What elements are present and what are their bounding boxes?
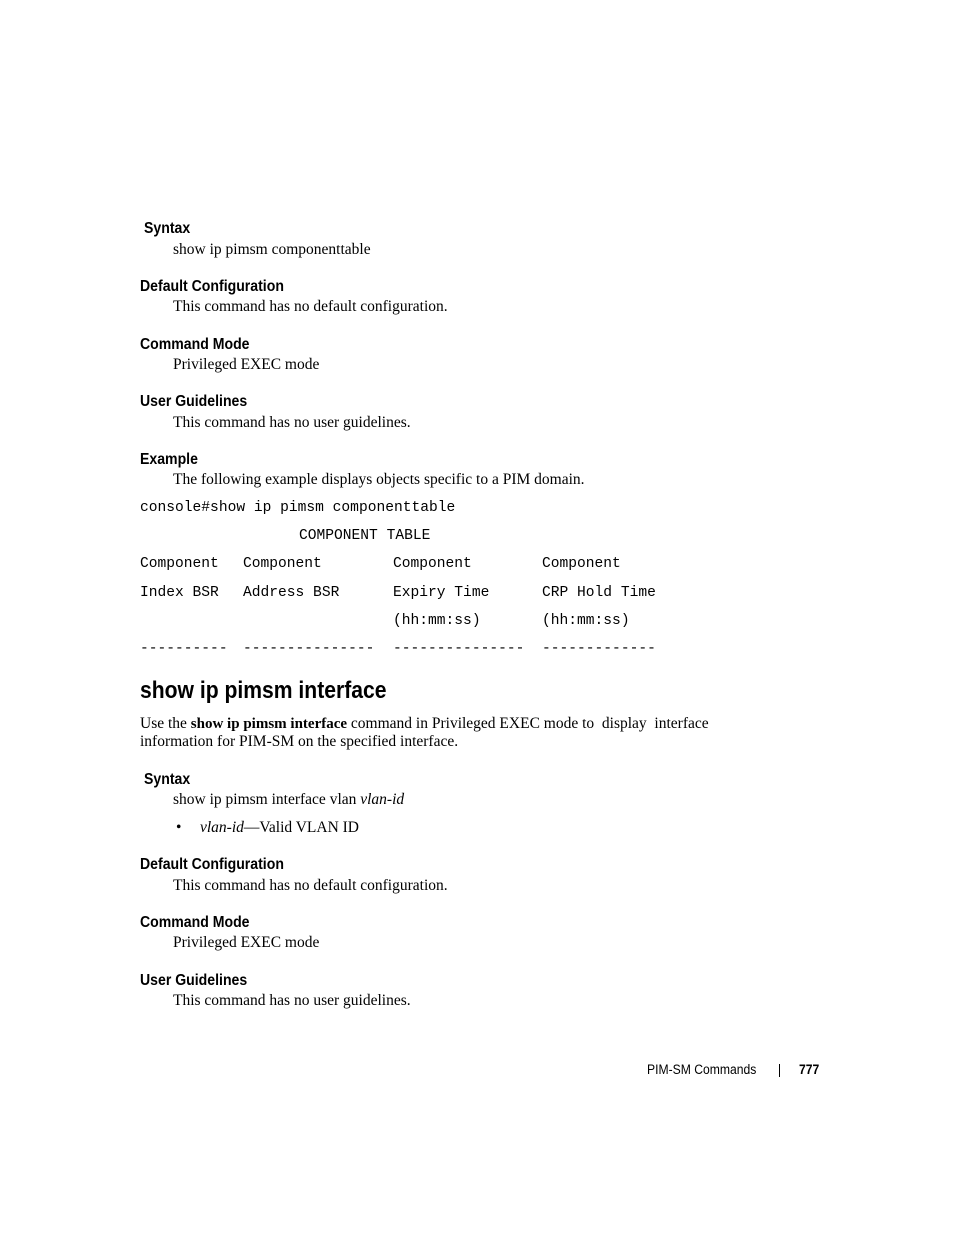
- intro-paragraph: [140, 715, 709, 733]
- code-cell: Component: [393, 556, 472, 572]
- syntax-command-text: show ip pimsm interface vlan: [173, 791, 361, 808]
- command-mode-heading: Command Mode: [140, 914, 250, 931]
- intro-suffix: command in Privileged EXEC mode to display interface: [347, 715, 709, 732]
- command-mode-heading: Command Mode: [140, 336, 250, 353]
- code-table-title: COMPONENT TABLE: [299, 528, 431, 544]
- default-config-heading: Default Configuration: [140, 278, 284, 295]
- code-command-line: console#show ip pimsm componenttable: [140, 500, 456, 516]
- syntax-command: show ip pimsm componenttable: [173, 241, 371, 258]
- default-config-text: This command has no default configuration.: [173, 298, 448, 315]
- user-guidelines-heading: User Guidelines: [140, 393, 248, 410]
- code-divider: ---------------: [393, 641, 525, 657]
- code-divider: ----------: [140, 641, 228, 657]
- syntax-param: vlan-id: [360, 791, 405, 808]
- intro-prefix: Use the: [140, 715, 191, 732]
- code-divider: -------------: [542, 641, 656, 657]
- bullet-desc: —Valid VLAN ID: [243, 819, 359, 836]
- user-guidelines-text: This command has no user guidelines.: [173, 414, 411, 431]
- user-guidelines-heading: User Guidelines: [140, 972, 248, 989]
- code-cell: Component: [140, 556, 219, 572]
- syntax-command: [173, 791, 404, 809]
- code-cell: (hh:mm:ss): [542, 613, 630, 629]
- footer-chapter: PIM-SM Commands: [647, 1062, 757, 1077]
- bullet-item: [200, 819, 359, 837]
- bullet-param: vlan-id: [200, 819, 244, 836]
- example-text: The following example displays objects specific to a PIM domain.: [173, 471, 585, 488]
- footer-divider: [779, 1064, 780, 1077]
- code-cell: Index BSR: [140, 585, 219, 601]
- footer-page-number: 777: [799, 1062, 820, 1077]
- command-mode-text: Privileged EXEC mode: [173, 934, 320, 951]
- code-cell: Address BSR: [243, 585, 340, 601]
- code-cell: CRP Hold Time: [542, 585, 656, 601]
- code-cell: Expiry Time: [393, 585, 490, 601]
- code-divider: ---------------: [243, 641, 375, 657]
- syntax-heading: Syntax: [144, 771, 191, 788]
- code-cell: Component: [243, 556, 322, 572]
- syntax-heading: Syntax: [144, 220, 191, 237]
- command-mode-text: Privileged EXEC mode: [173, 356, 320, 373]
- bullet-icon: •: [176, 819, 182, 836]
- default-config-heading: Default Configuration: [140, 856, 284, 873]
- example-heading: Example: [140, 451, 198, 468]
- intro-line2: information for PIM-SM on the specified interface.: [140, 733, 459, 750]
- default-config-text: This command has no default configuration.: [173, 877, 448, 894]
- code-cell: Component: [542, 556, 621, 572]
- user-guidelines-text: This command has no user guidelines.: [173, 992, 411, 1009]
- intro-command: show ip pimsm interface: [190, 716, 348, 732]
- section-title: show ip pimsm interface: [140, 677, 387, 704]
- code-cell: (hh:mm:ss): [393, 613, 481, 629]
